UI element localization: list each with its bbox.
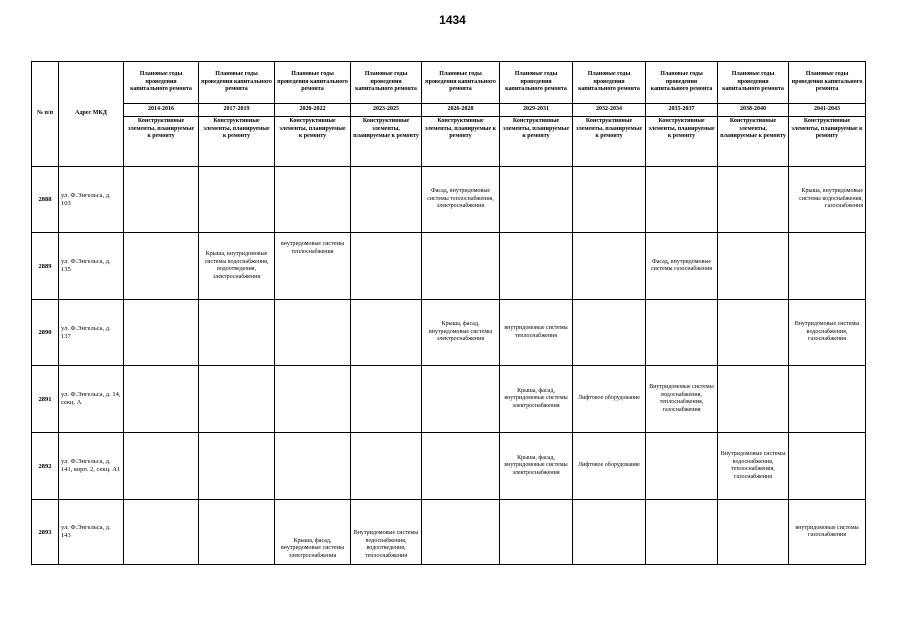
table-cell: Лифтовое оборудование bbox=[573, 433, 646, 500]
planned-years-header: Плановые годы проведения капитального ремонта bbox=[573, 62, 646, 104]
elements-header: Конструктивные элементы, планируемые к ремонту bbox=[573, 117, 646, 167]
table-row bbox=[32, 167, 866, 233]
table-cell bbox=[199, 366, 275, 433]
table-cell: внутридомовые системы газоснабжения bbox=[789, 500, 866, 565]
table-cell bbox=[646, 500, 718, 565]
table-cell bbox=[199, 167, 275, 233]
planned-years-header: Плановые годы проведения капитального ремонта bbox=[789, 62, 866, 104]
table-cell bbox=[646, 433, 718, 500]
column-header-address: Адрес МКД bbox=[59, 62, 124, 167]
row-address: ул. Ф.Энгельса, д. 14, секц. А bbox=[59, 366, 124, 433]
table-cell bbox=[199, 433, 275, 500]
table-cell: внутридомовые системы теплоснабжения bbox=[275, 233, 351, 300]
table-cell: Крыша, внутридомовые системы водоснабжения, водоотведения, электроснабжения bbox=[199, 233, 275, 300]
table-cell bbox=[500, 233, 573, 300]
table-cell: Внутридомовые системы водоснабжения, водоотведения, теплоснабжения bbox=[351, 500, 422, 565]
table-cell: Крыша, фасад, внутридомовые системы электроснабжения bbox=[275, 500, 351, 565]
row-number: 2891 bbox=[32, 366, 59, 433]
table-cell bbox=[573, 500, 646, 565]
table-cell bbox=[573, 167, 646, 233]
capital-repair-schedule-table bbox=[31, 61, 866, 565]
table-cell bbox=[275, 167, 351, 233]
table-cell bbox=[422, 233, 500, 300]
table-cell: Лифтовое оборудование bbox=[573, 366, 646, 433]
row-address: ул. Ф.Энгельса, д. 103 bbox=[59, 167, 124, 233]
table-cell bbox=[124, 366, 199, 433]
elements-header: Конструктивные элементы, планируемые к ремонту bbox=[646, 117, 718, 167]
row-number: 2892 bbox=[32, 433, 59, 500]
row-address: ул. Ф.Энгельса, д. 141, корп. 2, секц. А1 bbox=[59, 433, 124, 500]
row-number: 2893 bbox=[32, 500, 59, 565]
table-cell bbox=[275, 366, 351, 433]
row-number: 2889 bbox=[32, 233, 59, 300]
header-row-planned-years bbox=[32, 62, 866, 104]
table-cell bbox=[199, 300, 275, 366]
table-cell: Крыша, фасад, внутридомовые системы электроснабжения bbox=[500, 433, 573, 500]
table-cell: Крыша, внутридомовые системы водоснабжения, газоснабжения bbox=[789, 167, 866, 233]
page-number: 1434 bbox=[439, 13, 466, 27]
period-header: 2029-2031 bbox=[500, 104, 573, 117]
elements-header: Конструктивные элементы, планируемые к ремонту bbox=[199, 117, 275, 167]
table-cell bbox=[124, 167, 199, 233]
table-cell bbox=[351, 366, 422, 433]
table-cell bbox=[646, 300, 718, 366]
table-cell: Фасад, внутридомовые системы газоснабжения bbox=[646, 233, 718, 300]
table-cell bbox=[422, 500, 500, 565]
table-row bbox=[32, 366, 866, 433]
table-cell bbox=[718, 167, 789, 233]
table-cell bbox=[573, 300, 646, 366]
row-address: ул. Ф.Энгельса, д. 143 bbox=[59, 500, 124, 565]
table-cell bbox=[124, 500, 199, 565]
table-cell bbox=[351, 300, 422, 366]
table-cell bbox=[351, 433, 422, 500]
table-cell: Фасад, внутридомовые системы теплоснабжения, электроснабжения bbox=[422, 167, 500, 233]
row-address: ул. Ф.Энгельса, д. 135 bbox=[59, 233, 124, 300]
table-cell bbox=[789, 233, 866, 300]
planned-years-header: Плановые годы проведения капитального ремонта bbox=[199, 62, 275, 104]
planned-years-header: Плановые годы проведения капитального ремонта bbox=[500, 62, 573, 104]
period-header: 2035-2037 bbox=[646, 104, 718, 117]
elements-header: Конструктивные элементы, планируемые к ремонту bbox=[351, 117, 422, 167]
table-cell: внутридомовые системы теплоснабжения bbox=[500, 300, 573, 366]
table-cell bbox=[573, 233, 646, 300]
table-row bbox=[32, 500, 866, 565]
elements-header: Конструктивные элементы, планируемые к ремонту bbox=[275, 117, 351, 167]
period-header: 2014-2016 bbox=[124, 104, 199, 117]
period-header: 2032-2034 bbox=[573, 104, 646, 117]
table-row bbox=[32, 300, 866, 366]
period-header: 2017-2019 bbox=[199, 104, 275, 117]
row-number: 2888 bbox=[32, 167, 59, 233]
table-cell bbox=[351, 167, 422, 233]
elements-header: Конструктивные элементы, планируемые к ремонту bbox=[789, 117, 866, 167]
elements-header: Конструктивные элементы, планируемые к ремонту bbox=[500, 117, 573, 167]
period-header: 2038-2040 bbox=[718, 104, 789, 117]
planned-years-header: Плановые годы проведения капитального ремонта bbox=[275, 62, 351, 104]
period-header: 2026-2028 bbox=[422, 104, 500, 117]
header-row-elements bbox=[32, 117, 866, 167]
table-cell bbox=[124, 300, 199, 366]
table-cell: Внутридомовые системы водоснабжения, газоснабжения bbox=[789, 300, 866, 366]
table-cell bbox=[422, 366, 500, 433]
table-cell: Крыша, фасад, внутридомовые системы электроснабжения bbox=[500, 366, 573, 433]
table-cell bbox=[199, 500, 275, 565]
period-header: 2041-2043 bbox=[789, 104, 866, 117]
table-cell bbox=[351, 233, 422, 300]
table-cell bbox=[500, 167, 573, 233]
table-cell: Внутридомовые системы водоснабжения, теплоснабжения, газоснабжения bbox=[718, 433, 789, 500]
elements-header: Конструктивные элементы, планируемые к ремонту bbox=[124, 117, 199, 167]
table-cell bbox=[718, 300, 789, 366]
table-row bbox=[32, 233, 866, 300]
table-cell bbox=[275, 300, 351, 366]
table-cell bbox=[422, 433, 500, 500]
planned-years-header: Плановые годы проведения капитального ремонта bbox=[124, 62, 199, 104]
planned-years-header: Плановые годы проведения капитального ремонта bbox=[351, 62, 422, 104]
table-cell bbox=[718, 500, 789, 565]
row-number: 2890 bbox=[32, 300, 59, 366]
table-cell bbox=[789, 366, 866, 433]
table-cell bbox=[718, 366, 789, 433]
planned-years-header: Плановые годы проведения капитального ремонта bbox=[422, 62, 500, 104]
elements-header: Конструктивные элементы, планируемые к ремонту bbox=[422, 117, 500, 167]
table-cell bbox=[718, 233, 789, 300]
table-cell bbox=[275, 433, 351, 500]
table-cell bbox=[124, 433, 199, 500]
table-cell bbox=[646, 167, 718, 233]
table-cell bbox=[500, 500, 573, 565]
planned-years-header: Плановые годы проведения капитального ремонта bbox=[718, 62, 789, 104]
elements-header: Конструктивные элементы, планируемые к ремонту bbox=[718, 117, 789, 167]
period-header: 2020-2022 bbox=[275, 104, 351, 117]
table-cell: Внутридомовые системы водоснабжения, теплоснабжения, газоснабжения bbox=[646, 366, 718, 433]
column-header-number: № п/п bbox=[32, 62, 59, 167]
header-row-periods bbox=[32, 104, 866, 117]
table-cell bbox=[124, 233, 199, 300]
table-cell bbox=[789, 433, 866, 500]
table-cell: Крыша, фасад, внутридомовые системы электроснабжения bbox=[422, 300, 500, 366]
period-header: 2023-2025 bbox=[351, 104, 422, 117]
row-address: ул. Ф.Энгельса, д. 137 bbox=[59, 300, 124, 366]
planned-years-header: Плановые годы проведения капитального ремонта bbox=[646, 62, 718, 104]
table-row bbox=[32, 433, 866, 500]
